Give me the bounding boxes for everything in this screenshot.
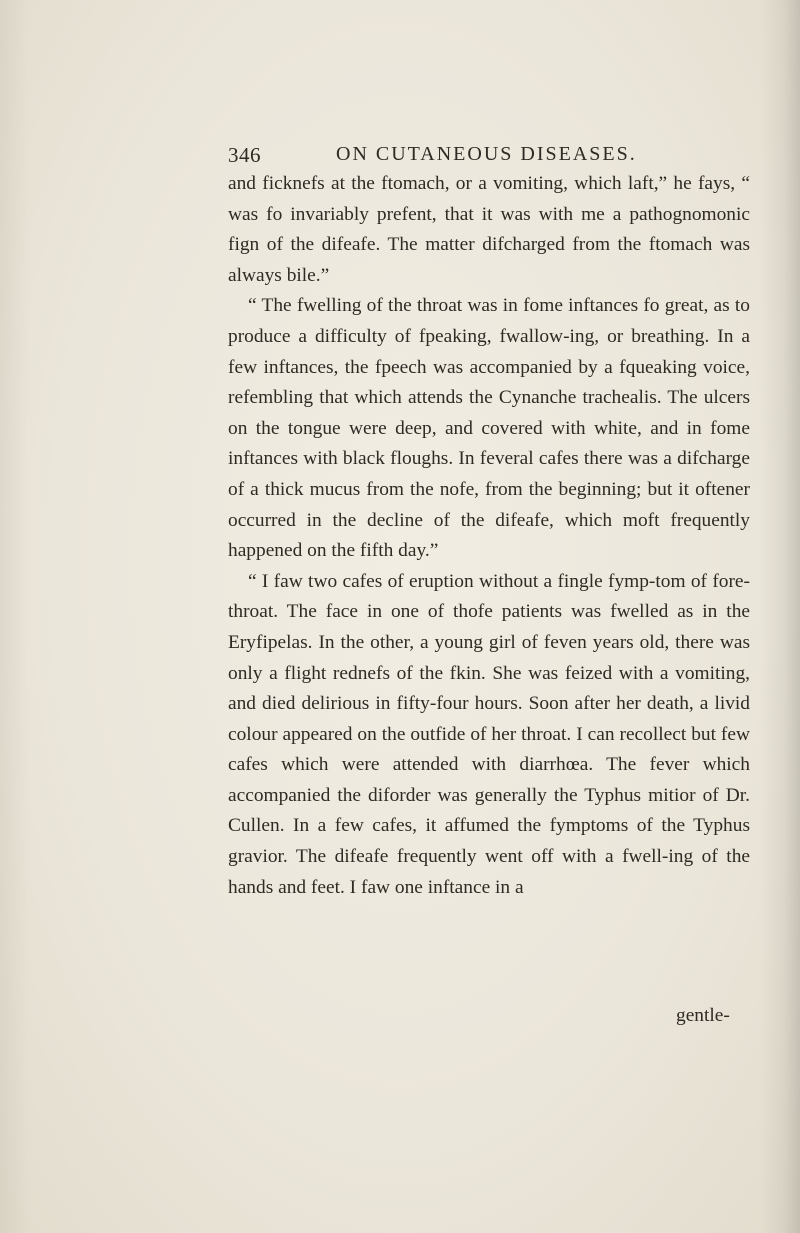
page-edge-shadow — [760, 0, 800, 1233]
paragraph-3: “ I faw two cafes of eruption without a fingle fymp-tom of fore-throat. The face in one of thofe patients was fwelled as in the Eryfipelas. In the other, a young girl of feven years old, there was only a flight rednefs of the fkin. She was feized with a vomiting, and died delirious in fifty-four hours. Soon after her death, a livid colour appeared on the outfide of her throat. I can recollect but few cafes which were attended with diarrhœa. The fever which accompanied the diforder was generally the Typhus mitior of Dr. Cullen. In a few cafes, it affumed the fymptoms of the Typhus gravior. The difeafe frequently went off with a fwell-ing of the hands and feet. I faw one inftance in a — [228, 570, 750, 898]
page-gutter-shadow — [0, 0, 30, 1233]
running-head: ON CUTANEOUS DISEASES. — [336, 143, 637, 165]
page-number: 346 — [228, 143, 261, 167]
paragraph-2: “ The fwelling of the throat was in fome inftances fo great, as to produce a difficulty of fpeaking, fwallow-ing, or breathing. In a few inftances, the fpeech was accompanied by a fqueaking voice, refembling that which attends the Cynanche trachealis. The ulcers on the tongue were deep, and covered with white, and in fome inftances with black floughs. In feveral cafes there was a difcharge of a thick mucus from the nofe, from the beginning; but it oftener occurred in the decline of the difeafe, which moft frequently happened on the fifth day.” — [228, 295, 750, 562]
body-text — [228, 169, 750, 903]
paragraph-1: and ficknefs at the ftomach, or a vomiting, which laft,” he fays, “ was fo invariably prefent, that it was with me a pathognomonic fign of the difeafe. The matter difcharged from the ftomach was always bile.” — [228, 173, 750, 286]
catchword: gentle- — [676, 1005, 730, 1026]
